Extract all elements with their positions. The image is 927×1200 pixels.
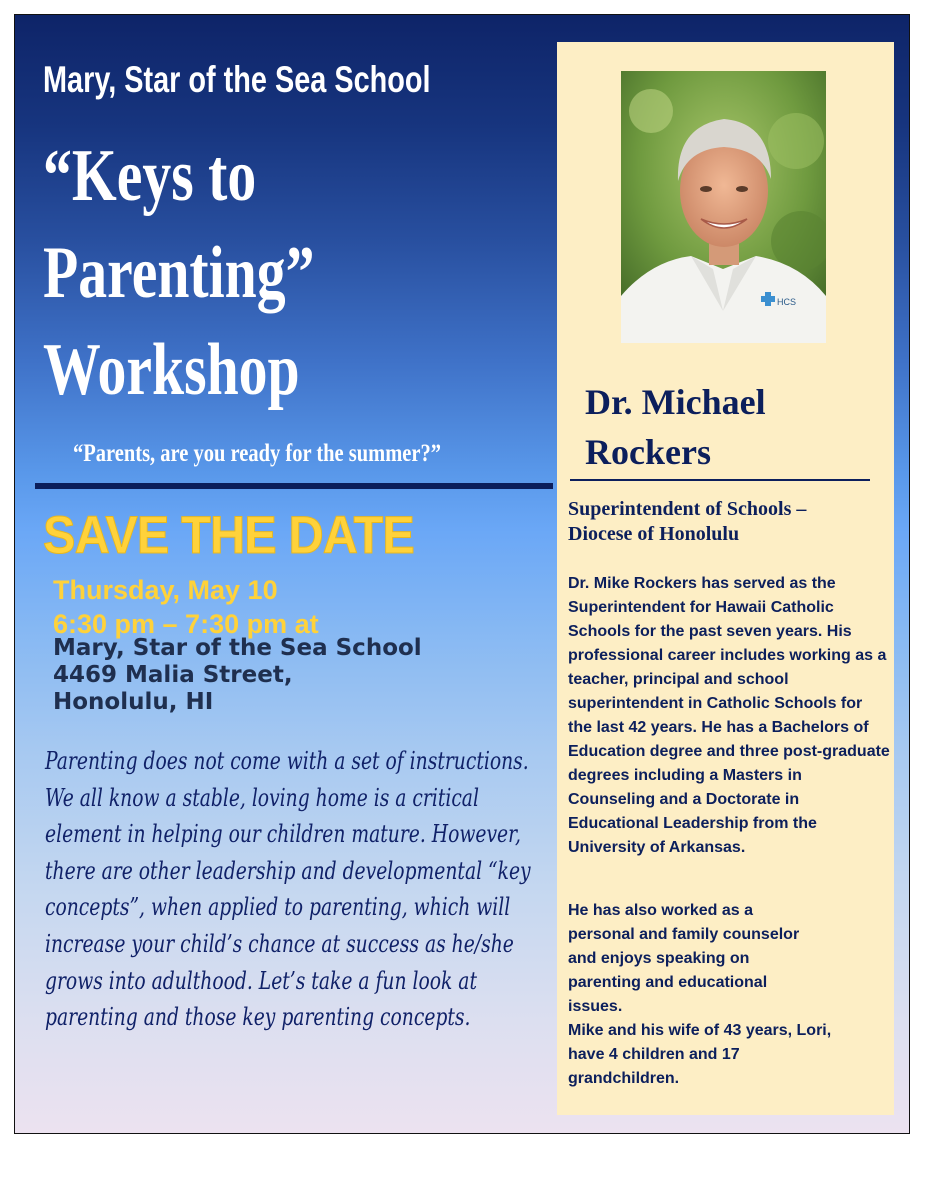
event-date: Thursday, May 10	[53, 575, 278, 605]
event-location	[53, 635, 422, 716]
event-when	[53, 573, 319, 641]
school-name: Mary, Star of the Sea School	[43, 59, 431, 100]
section-divider	[35, 483, 553, 489]
workshop-flyer	[14, 14, 910, 1134]
title-line: “Keys to	[43, 135, 257, 217]
venue-city: Honolulu, HI	[53, 689, 214, 715]
title-line: Workshop	[43, 329, 300, 411]
speaker-bio-paragraph: Dr. Mike Rockers has served as the Superintendent for Hawaii Catholic Schools for the past seven years. His professional career includes working as a teacher, principal and school superintendent in Catholic Schools for the last 42 years. He has a Bachelors of Education degree and three post-graduate degrees including a Masters in Counseling and a Doctorate in Educational Leadership from the University of Arkansas.	[568, 575, 890, 856]
workshop-title	[43, 128, 315, 419]
speaker-photo	[621, 71, 826, 343]
save-the-date-heading: SAVE THE DATE	[43, 506, 414, 565]
speaker-bio-paragraph: Mike and his wife of 43 years, Lori, have 4 children and 17 grandchildren.	[568, 1022, 832, 1087]
speaker-role-line: Diocese of Honolulu	[568, 523, 740, 545]
venue-name: Mary, Star of the Sea School	[53, 635, 422, 661]
workshop-description: Parenting does not come with a set of instructions. We all know a stable, loving home is a critical element in helping our children mature. However, there are other leadership and developmental “key concepts”, when applied to parenting, which will increase your child’s chance at success as he/she grows into adulthood. Let’s take a fun look at parenting and those key parenting concepts.	[45, 747, 531, 1032]
shirt-logo-text: HCS	[777, 297, 797, 307]
tagline: “Parents, are you ready for the summer?”	[73, 440, 442, 467]
speaker-name-line: Dr. Michael	[585, 382, 766, 422]
speaker-role	[568, 497, 806, 547]
speaker-bio-paragraph: He has also worked as a personal and family counselor and enjoys speaking on parenting and educational issues.	[568, 902, 800, 1015]
speaker-name	[585, 377, 766, 477]
speaker-name-line: Rockers	[585, 432, 711, 472]
speaker-panel	[557, 42, 894, 1115]
venue-street: 4469 Malia Street,	[53, 662, 293, 688]
speaker-portrait	[621, 71, 826, 343]
title-line: Parenting”	[43, 232, 315, 314]
speaker-role-line: Superintendent of Schools –	[568, 498, 807, 520]
event-time: 6:30 pm – 7:30 pm at	[53, 609, 319, 639]
speaker-divider	[570, 479, 870, 481]
